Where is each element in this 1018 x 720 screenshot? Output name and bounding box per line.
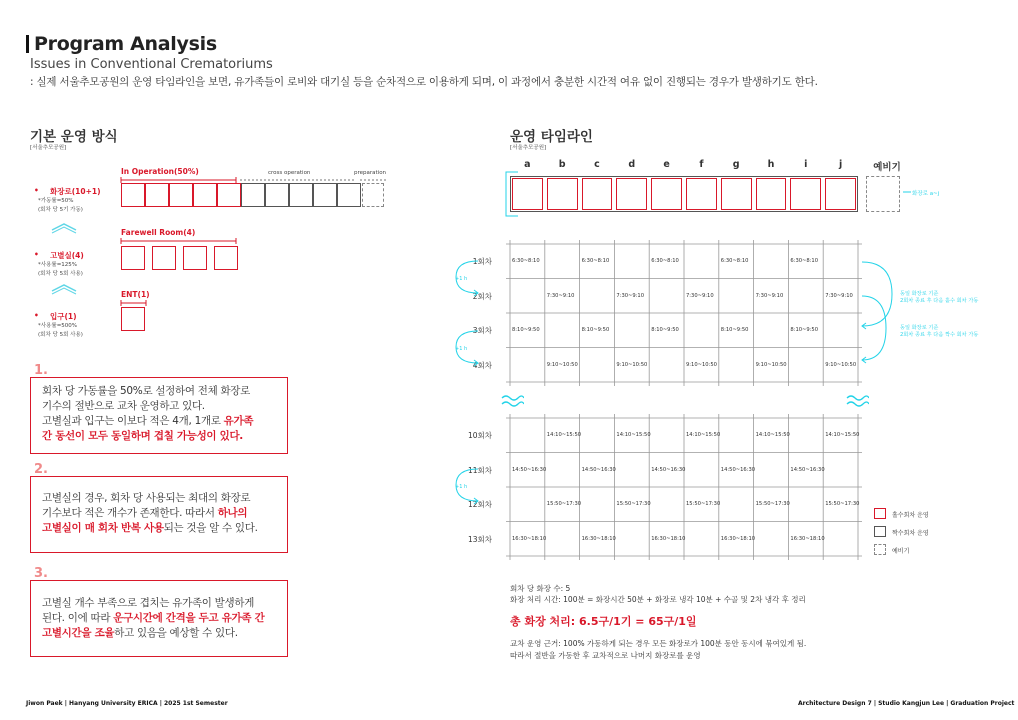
time-slot: 14:10~15:50 [686,432,721,439]
legend-even-swatch [874,526,886,537]
cross-operation-label: cross operation [268,170,311,176]
time-slot: 9:10~10:50 [755,361,787,368]
legend-spare-label: 예비기 [892,548,910,555]
round-label: 10회차 [467,431,492,441]
column-letter: j [838,159,843,170]
time-slot: 8:10~9:50 [720,327,749,334]
left-section-title: 기본 운영 방식 [30,129,118,145]
round-label: 13회차 [467,534,492,544]
round-label: 4회차 [472,360,492,370]
ent-label: ENT(1) [121,290,150,299]
legend-odd-swatch [874,508,886,519]
page-subtitle: Issues in Conventional Crematoriums [30,57,273,72]
legend-even-label: 짝수회차 운영 [892,530,929,537]
note-count: 회차 당 화장 수: 5 [510,584,571,593]
furnace-note: 화장로 a~j [912,191,940,197]
column-letter: e [663,159,670,170]
time-slot: 9:10~10:50 [825,361,857,368]
time-slot: 15:50~17:30 [616,501,651,508]
side-note-1: 동일 화장로 기준 2회차 종료 후 다음 홀수 회차 가동 [900,291,979,304]
intro-text: : 실제 서울추모공원의 운영 타임라인을 보면, 유가족들이 로비와 대기실 등을 순차적으로 이용하게 되며, 이 과정에서 충분한 시간적 여유 없이 진행되는 경우가 발생하기도 한다. [30,76,818,88]
item-furnace-rate: *가동률=50% [38,198,74,204]
note-time: 화장 처리 시간: 100분 = 화장시간 50분 + 화장로 냉각 10분 + 수골 및 2차 냉각 후 정리 [510,595,806,604]
left-section-source: [서울추모공원] [30,145,67,151]
time-slot: 15:50~17:30 [755,501,790,508]
column-letter: d [628,159,636,170]
time-slot: 14:50~16:30 [581,466,616,473]
time-slot: 16:30~18:10 [790,535,825,542]
column-letter: g [732,159,740,170]
card-number: 3. [34,566,48,581]
item-bullet: • [34,186,39,195]
note-total: 총 화장 처리: 6.5구/1기 = 65구/1일 [510,615,697,628]
time-slot: 6:30~8:10 [581,258,610,265]
item-furnace-name: 화장로(10+1) [50,187,101,196]
time-slot: 14:10~15:50 [546,432,582,439]
time-slot: 7:30~9:10 [546,292,575,299]
item-entrance-name: 입구(1) [50,312,77,321]
column-letter: 예비기 [873,162,901,173]
time-slot: 7:30~9:10 [825,292,853,299]
time-slot: 15:50~17:30 [825,501,860,508]
column-letter: i [804,159,808,170]
time-slot: 6:30~8:10 [720,258,749,265]
column-letter: h [767,159,775,170]
time-slot: 9:10~10:50 [686,361,717,368]
footer-left: Jiwon Paek | Hanyang University ERICA | 2025 1st Semester [26,700,228,707]
time-slot: 9:10~10:50 [546,361,578,368]
time-slot: 14:10~15:50 [825,432,860,439]
time-slot: 14:50~16:30 [790,466,825,473]
time-slot: 8:10~9:50 [790,327,819,334]
item-farewell-note: (회차 당 5회 사용) [38,271,83,277]
preparation-label: preparation [354,170,387,176]
item-farewell-name: 고별실(4) [50,251,84,260]
time-slot: 14:50~16:30 [651,466,686,473]
footer-right: Architecture Design 7 | Studio Kangjun Lee | Graduation Project [798,700,1015,707]
offset-label: +1 h [455,484,468,490]
wave-break-icon [500,393,524,409]
time-slot: 8:10~9:50 [651,327,679,334]
time-slot: 14:50~16:30 [720,466,756,473]
legend-spare-swatch [874,544,886,555]
item-farewell-rate: *사용률=125% [38,262,78,268]
cycle-arc-icon [858,258,898,368]
card-1-text: 회차 당 가동률을 50%로 설정하여 전체 화장로 기수의 절반으로 교차 운영하고 있다. 고별실과 입구는 이보다 적은 4개, 1개로 유가족 간 동선이 모두 동일하며 겹칠 가능성이 있다. [42,385,254,442]
round-label: 2회차 [472,291,492,301]
column-letter: b [558,159,566,170]
time-slot: 7:30~9:10 [686,292,714,299]
time-slot: 15:50~17:30 [686,501,721,508]
time-slot: 7:30~9:10 [755,292,784,299]
time-slot: 6:30~8:10 [790,258,819,265]
offset-label: +1 h [455,276,468,282]
item-entrance-note: (회차 당 5회 사용) [38,332,83,338]
time-slot: 16:30~18:10 [512,535,547,542]
in-operation-label: In Operation(50%) [121,167,199,176]
wave-break-icon [845,393,869,409]
item-furnace-note: (회차 당 5기 가동) [38,207,83,213]
note-basis-2: 따라서 절반을 가동한 후 교차적으로 나머지 화장로를 운영 [510,651,701,660]
time-slot: 9:10~10:50 [616,361,648,368]
item-bullet: • [34,250,39,259]
right-section-title: 운영 타임라인 [510,129,593,145]
time-slot: 16:30~18:10 [651,535,686,542]
card-number: 1. [34,363,48,378]
time-slot: 16:30~18:10 [720,535,756,542]
time-slot: 8:10~9:50 [581,327,610,334]
note-basis-1: 교차 운영 근거: 100% 가동하게 되는 경우 모든 화장로가 100분 동안 동시에 묶여있게 됨. [510,639,807,648]
round-label: 1회차 [472,257,492,267]
card-3-text: 고별실 개수 부족으로 겹치는 유가족이 발생하게 된다. 이에 따라 운구시간에 간격을 두고 유가족 간 고별시간을 조율하고 있음을 예상할 수 있다. [42,597,265,639]
time-slot: 6:30~8:10 [651,258,679,265]
column-letter: c [594,159,600,170]
round-label: 3회차 [472,326,492,336]
legend-odd-label: 홀수회차 운영 [892,512,929,519]
right-section-source: [서울추모공원] [510,145,547,151]
card-2-text: 고별실의 경우, 회차 당 사용되는 최대의 화장로 기수보다 적은 개수가 존재한다. 따라서 하나의 고별실이 매 회차 반복 사용되는 것을 알 수 있다. [42,492,258,534]
time-slot: 7:30~9:10 [616,292,645,299]
column-letter: a [524,159,531,170]
time-slot: 8:10~9:50 [512,327,540,334]
time-slot: 15:50~17:30 [546,501,582,508]
time-slot: 16:30~18:10 [581,535,616,542]
farewell-label: Farewell Room(4) [121,228,196,237]
time-slot: 14:10~15:50 [616,432,651,439]
offset-label: +1 h [455,346,468,352]
item-entrance-rate: *사용률=500% [38,323,78,329]
item-bullet: • [34,311,39,320]
round-label: 11회차 [467,465,492,475]
side-note-2: 동일 화장로 기준 2회차 종료 후 다음 짝수 회차 가동 [900,325,979,338]
column-letter: f [699,159,704,170]
page-title: Program Analysis [34,33,217,55]
card-number: 2. [34,462,48,477]
time-slot: 6:30~8:10 [512,258,540,265]
time-slot: 14:50~16:30 [512,466,547,473]
time-slot: 14:10~15:50 [755,432,790,439]
round-label: 12회차 [467,500,492,510]
